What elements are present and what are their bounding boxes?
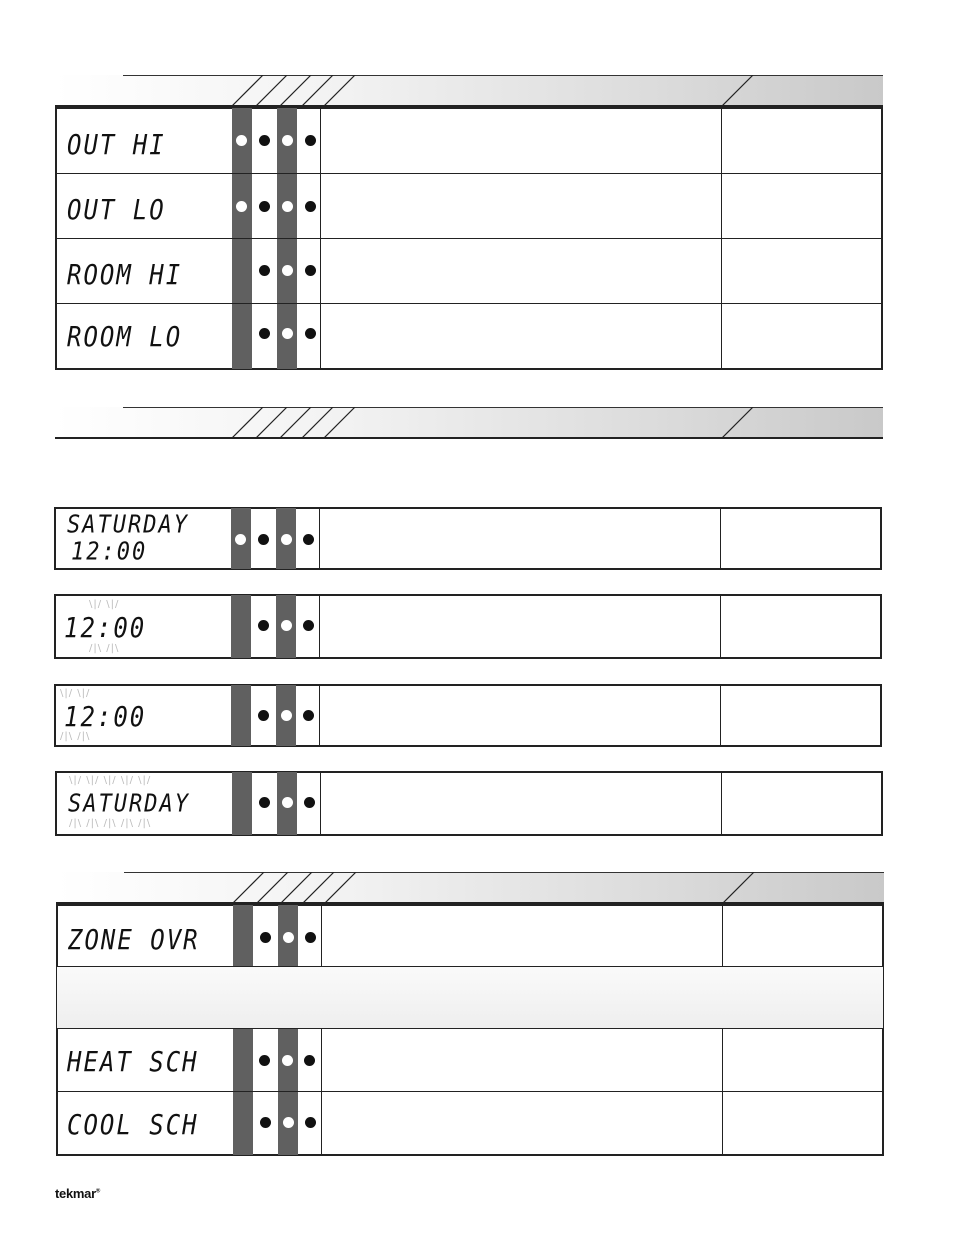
indicator-dot <box>282 135 293 146</box>
indicator-dot <box>281 620 292 631</box>
indicator-dot <box>283 1117 294 1128</box>
header-slashes <box>55 75 883 105</box>
indicator-dot <box>259 201 270 212</box>
blink-marks: \|/ \|/ <box>60 688 91 699</box>
lcd-display: 12:00 <box>64 700 147 733</box>
indicator-dot <box>305 1117 316 1128</box>
indicator-dot <box>305 201 316 212</box>
indicator-dot <box>283 932 294 943</box>
blink-marks: \|/ \|/ \|/ \|/ \|/ <box>69 775 152 786</box>
indicator-dot <box>259 135 270 146</box>
indicator-dot <box>303 710 314 721</box>
lcd-display: OUT LO <box>67 193 166 226</box>
indicator-dot <box>281 534 292 545</box>
indicator-dot <box>282 201 293 212</box>
indicator-dot <box>304 797 315 808</box>
indicator-dot <box>236 201 247 212</box>
section-3-header <box>56 872 884 904</box>
indicator-dot <box>260 932 271 943</box>
indicator-dot <box>260 1117 271 1128</box>
indicator-dot <box>258 534 269 545</box>
indicator-dot <box>259 1055 270 1066</box>
indicator-dot <box>305 932 316 943</box>
indicator-dot <box>259 328 270 339</box>
indicator-dot <box>282 328 293 339</box>
indicator-dot <box>235 534 246 545</box>
indicator-dot <box>236 135 247 146</box>
section-2-header <box>55 407 883 439</box>
lcd-display: ROOM HI <box>67 258 183 291</box>
indicator-dot <box>305 265 316 276</box>
lcd-display: 12:00 <box>64 611 147 644</box>
lcd-display: COOL SCH <box>67 1108 199 1141</box>
blink-marks: \|/ \|/ <box>89 599 120 610</box>
logo-text: tekmar <box>55 1186 96 1201</box>
indicator-dot <box>258 710 269 721</box>
section-1-header <box>55 75 883 107</box>
tekmar-logo <box>55 1186 100 1201</box>
lcd-display: OUT HI <box>67 128 166 161</box>
indicator-dot <box>259 797 270 808</box>
blink-marks: /|\ /|\ <box>60 731 91 742</box>
blink-marks: /|\ /|\ /|\ /|\ /|\ <box>69 818 152 829</box>
clock-row-hours <box>54 684 882 747</box>
lcd-display: SATURDAY <box>68 789 190 819</box>
indicator-dot <box>304 1055 315 1066</box>
indicator-dot <box>303 620 314 631</box>
lcd-display: 12:00 <box>71 537 148 567</box>
lcd-display: ZONE OVR <box>68 923 200 956</box>
indicator-dot <box>305 135 316 146</box>
lcd-display: HEAT SCH <box>67 1045 199 1078</box>
indicator-dot <box>282 265 293 276</box>
section-note-band <box>57 967 883 1028</box>
indicator-dot <box>305 328 316 339</box>
indicator-dot <box>259 265 270 276</box>
clock-row-minutes <box>54 594 882 659</box>
indicator-dot <box>282 1055 293 1066</box>
indicator-dot <box>282 797 293 808</box>
header-slashes <box>56 872 884 902</box>
lcd-display: ROOM LO <box>67 320 183 353</box>
indicator-dot <box>303 534 314 545</box>
blink-marks: /|\ /|\ <box>89 643 120 654</box>
lcd-display: SATURDAY <box>67 510 189 540</box>
header-slashes <box>55 407 883 437</box>
indicator-dot <box>258 620 269 631</box>
indicator-dot <box>281 710 292 721</box>
registered-mark: ® <box>95 1188 100 1195</box>
